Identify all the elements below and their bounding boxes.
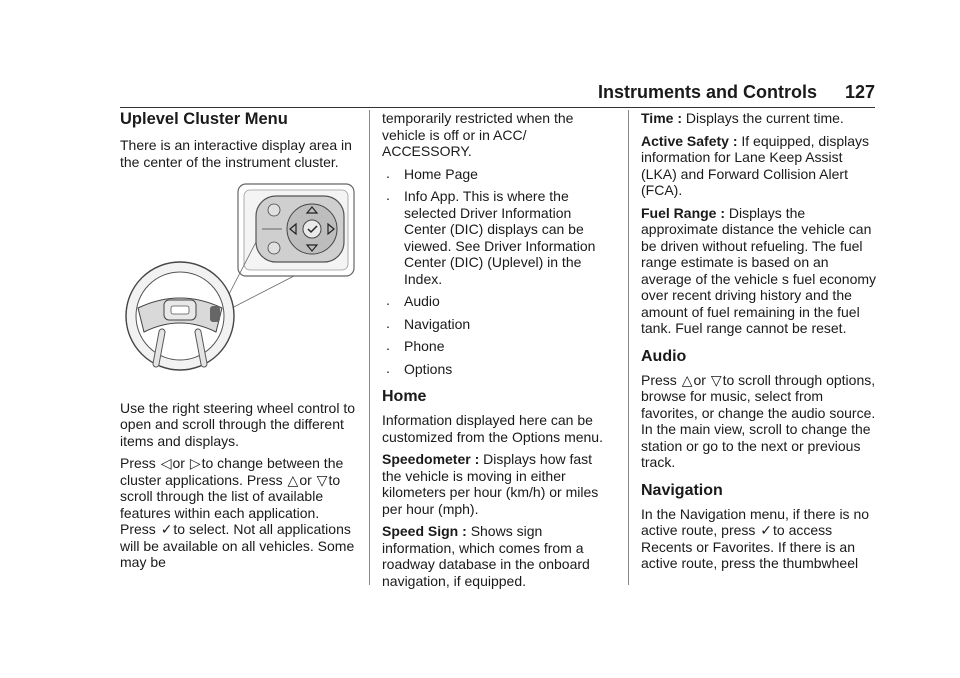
text-run: to scroll through the list of available features within each application. Press [120,471,341,537]
page-number: 127 [844,82,875,102]
steering-wheel-illustration [124,182,356,382]
column-divider [369,110,370,585]
text-run: Press [120,455,156,471]
text-run: to scroll through options, browse for music, select from favorites, or change the audio source. In the main view, scroll to change the station or go to the next or previous track. [641,371,876,470]
continued-paragraph: temporarily restricted when the vehicle is off or in ACC/ ACCESSORY. [382,110,574,159]
navigation-heading: Navigation [641,481,723,499]
text-run: to access Recents or Favorites. If there is an active route, press the thumbwheel [641,522,859,571]
header-rule [120,107,875,108]
text-run: or [693,371,706,388]
audio-paragraph [641,372,877,471]
text-run: or [299,471,312,488]
column-middle [382,110,614,595]
column-left [120,110,358,577]
left-arrow-icon: ◁ [160,455,172,471]
list-item: . Info App. This is where the selected Driver Information Center (DIC) displays can be viewed. See Driver Information Center (DIC) (Uplevel) in the Index. [382,188,614,287]
list-item: . Navigation [382,316,614,333]
navigation-paragraph [641,506,877,572]
term: Speed Sign : [382,523,467,539]
description: If equipped, displays information for Lane Keep Assist (LKA) and Forward Collision Alert (FCA). [641,132,870,198]
section-title: Instruments and Controls [597,82,817,102]
up-arrow-icon: △ [681,371,693,388]
list-item: . Options [382,361,614,378]
audio-heading: Audio [641,347,687,365]
active-safety-entry [641,133,877,199]
uplevel-cluster-heading: Uplevel Cluster Menu [120,110,288,128]
down-arrow-icon: ▽ [710,371,722,388]
checkmark-icon: ✓ [760,522,773,538]
checkmark-icon: ✓ [160,521,173,537]
text-run: In the Navigation menu, if there is no active route, press [641,505,870,538]
text-run: Press [641,371,677,388]
description: Displays the approximate distance the vehicle can be driven without refueling. The fuel range estimate is based on an average of the vehicle s fuel economy over recent driving history and the amount of fuel remaining in the fuel tank. Fuel range cannot be reset. [641,204,877,336]
home-intro: Information displayed here can be customized from the Options menu. [382,412,603,445]
text-run: to select. Not all applications will be available on all vehicles. Some may be [120,521,355,570]
time-entry [641,110,877,127]
fuel-range-entry [641,205,877,337]
list-item: . Audio [382,293,614,310]
up-arrow-icon: △ [287,471,299,488]
list-item: . Home Page [382,166,614,183]
description: Displays the current time. [685,110,844,126]
home-heading: Home [382,388,427,405]
cluster-app-list [382,166,614,378]
text-run: or [172,455,185,471]
speedometer-entry [382,451,614,517]
term: Fuel Range : [641,204,726,221]
column-right [641,110,877,578]
speed-sign-entry [382,523,614,589]
term: Active Safety : [641,132,738,149]
description: Displays how fast the vehicle is moving in either kilometers per hour (km/h) or miles per hour (mph). [382,451,599,517]
right-arrow-icon: ▷ [189,455,201,471]
intro-paragraph: There is an interactive display area in the center of the instrument cluster. [120,137,352,170]
steering-control-paragraph: Use the right steering wheel control to open and scroll through the different items and displays. [120,399,356,449]
page-header [120,82,875,108]
description: Shows sign information, which comes from a roadway database in the onboard navigation, if equipped. [382,523,590,589]
column-divider [628,110,629,585]
term: Speedometer : [382,451,480,467]
text-run: to change between the cluster applications. Press [120,455,344,488]
down-arrow-icon: ▽ [316,471,328,488]
controls-paragraph [120,455,358,571]
list-item: . Phone [382,338,614,355]
term: Time : [641,110,682,126]
